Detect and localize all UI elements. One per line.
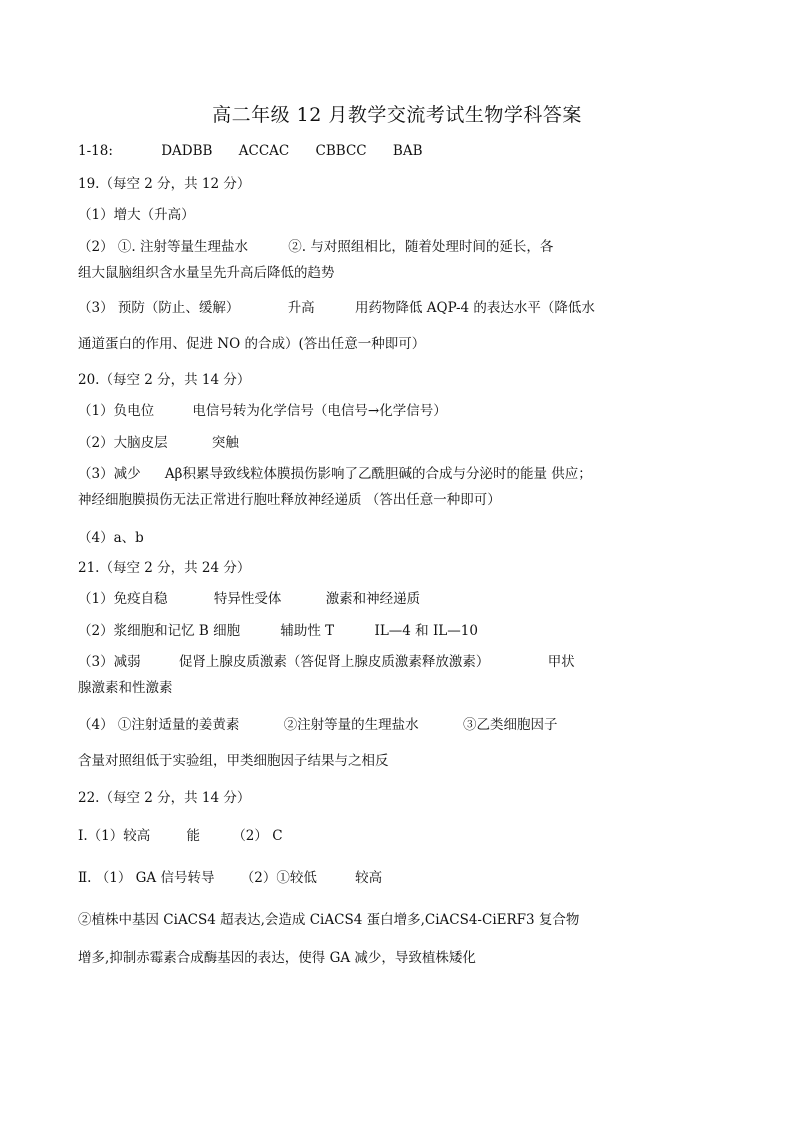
q19-header: 19.（每空 2 分，共 12 分） xyxy=(78,176,251,192)
q19-part3-b: 升高 xyxy=(287,300,315,316)
mc-group-2: ACCAC xyxy=(238,143,290,159)
q20-part1-a: （1）负电位 xyxy=(78,403,155,419)
q21-part3-a: （3）减弱 xyxy=(78,654,141,670)
q21-part3-b: 促肾上腺皮质激素（答促肾上腺皮质激素释放激素） xyxy=(178,654,490,670)
q21-part4-d: 含量对照组低于实验组，甲类细胞因子结果与之相反 xyxy=(78,753,389,769)
q21-part1-a: （1）免疫自稳 xyxy=(78,591,168,607)
q21-part1-c: 激素和神经递质 xyxy=(325,591,421,607)
q20-part3 xyxy=(78,462,592,482)
q19-part3-c: 用药物降低 AQP-4 的表达水平（降低水 xyxy=(354,300,595,316)
page-title: 高二年级 12 月教学交流考试生物学科答案 xyxy=(212,104,582,126)
q22-part2 xyxy=(78,866,382,886)
q20-part2-a: （2）大脑皮层 xyxy=(78,435,168,451)
q20-part4: （4）a、b xyxy=(78,530,144,546)
q22-part1-b: 能 xyxy=(186,828,201,844)
q22-part1-c: （2） C xyxy=(232,828,283,844)
q21-part2 xyxy=(78,619,478,639)
q19-part2-a: （2） ①. 注射等量生理盐水 xyxy=(78,239,248,255)
q19-part1: （1）增大（升高） xyxy=(78,207,195,223)
q22-part3-b: 增多,抑制赤霉素合成酶基因的表达，使得 GA 减少，导致植株矮化 xyxy=(78,950,476,966)
q21-part2-a: （2）浆细胞和记忆 B 细胞 xyxy=(78,623,241,639)
q22-part1 xyxy=(78,824,283,844)
q19-part3 xyxy=(78,296,595,316)
q21-part2-b: 辅助性 T xyxy=(280,623,335,639)
q22-header: 22.（每空 2 分，共 14 分） xyxy=(78,790,251,806)
q21-part1 xyxy=(78,587,420,607)
q21-part3-c: 甲状 xyxy=(547,654,575,670)
q22-part3-a: ②植株中基因 CiACS4 超表达,会造成 CiACS4 蛋白增多,CiACS4-CiERF3 复合物 xyxy=(78,912,580,928)
q21-part3-d: 腺激素和性激素 xyxy=(78,680,173,696)
q20-part1-b: 电信号转为化学信号（电信号→化学信号） xyxy=(192,403,447,419)
q20-part3-b: Aβ积累导致线粒体膜损伤影响了乙酰胆碱的合成与分泌时的能量 供应； xyxy=(164,466,592,482)
q19-part3-a: （3） 预防（防止、缓解） xyxy=(78,300,240,316)
q21-part3 xyxy=(78,650,575,670)
q22-part2-b: （2）①较低 xyxy=(240,870,317,886)
q21-part4-c: ③乙类细胞因子 xyxy=(462,717,558,733)
mc-group-1: DADBB xyxy=(161,143,213,159)
q19-part2-c: 组大鼠脑组织含水量呈先升高后降低的趋势 xyxy=(78,265,335,281)
q21-part4-a: （4） ①注射适量的姜黄素 xyxy=(78,717,240,733)
q19-part2 xyxy=(78,235,553,255)
q20-part2 xyxy=(78,431,239,451)
q19-part3-d: 通道蛋白的作用、促进 NO 的合成）(答出任意一种即可） xyxy=(78,336,426,352)
q21-header: 21.（每空 2 分，共 24 分） xyxy=(78,560,251,576)
mc-group-3: CBBCC xyxy=(315,143,367,159)
q22-part1-a: Ⅰ.（1）较高 xyxy=(78,828,151,844)
q20-part2-b: 突触 xyxy=(211,435,239,451)
q19-part2-b: ②. 与对照组相比，随着处理时间的延长，各 xyxy=(288,239,554,255)
mc-answers xyxy=(78,143,423,159)
mc-group-4: BAB xyxy=(392,143,423,159)
q21-part1-b: 特异性受体 xyxy=(213,591,282,607)
mc-label: 1-18: xyxy=(78,143,113,159)
q21-part2-c: IL—4 和 IL—10 xyxy=(374,623,478,639)
q21-part4 xyxy=(78,713,557,733)
q22-part2-c: 较高 xyxy=(355,870,383,886)
q21-part4-b: ②注射等量的生理盐水 xyxy=(283,717,419,733)
q22-part2-a: Ⅱ. （1） GA 信号转导 xyxy=(78,870,215,886)
q20-header: 20.（每空 2 分，共 14 分） xyxy=(78,372,251,388)
q20-part3-c: 神经细胞膜损伤无法正常进行胞吐释放神经递质 （答出任意一种即可） xyxy=(78,492,501,508)
q20-part1 xyxy=(78,399,447,419)
q20-part3-a: （3）减少 xyxy=(78,466,141,482)
